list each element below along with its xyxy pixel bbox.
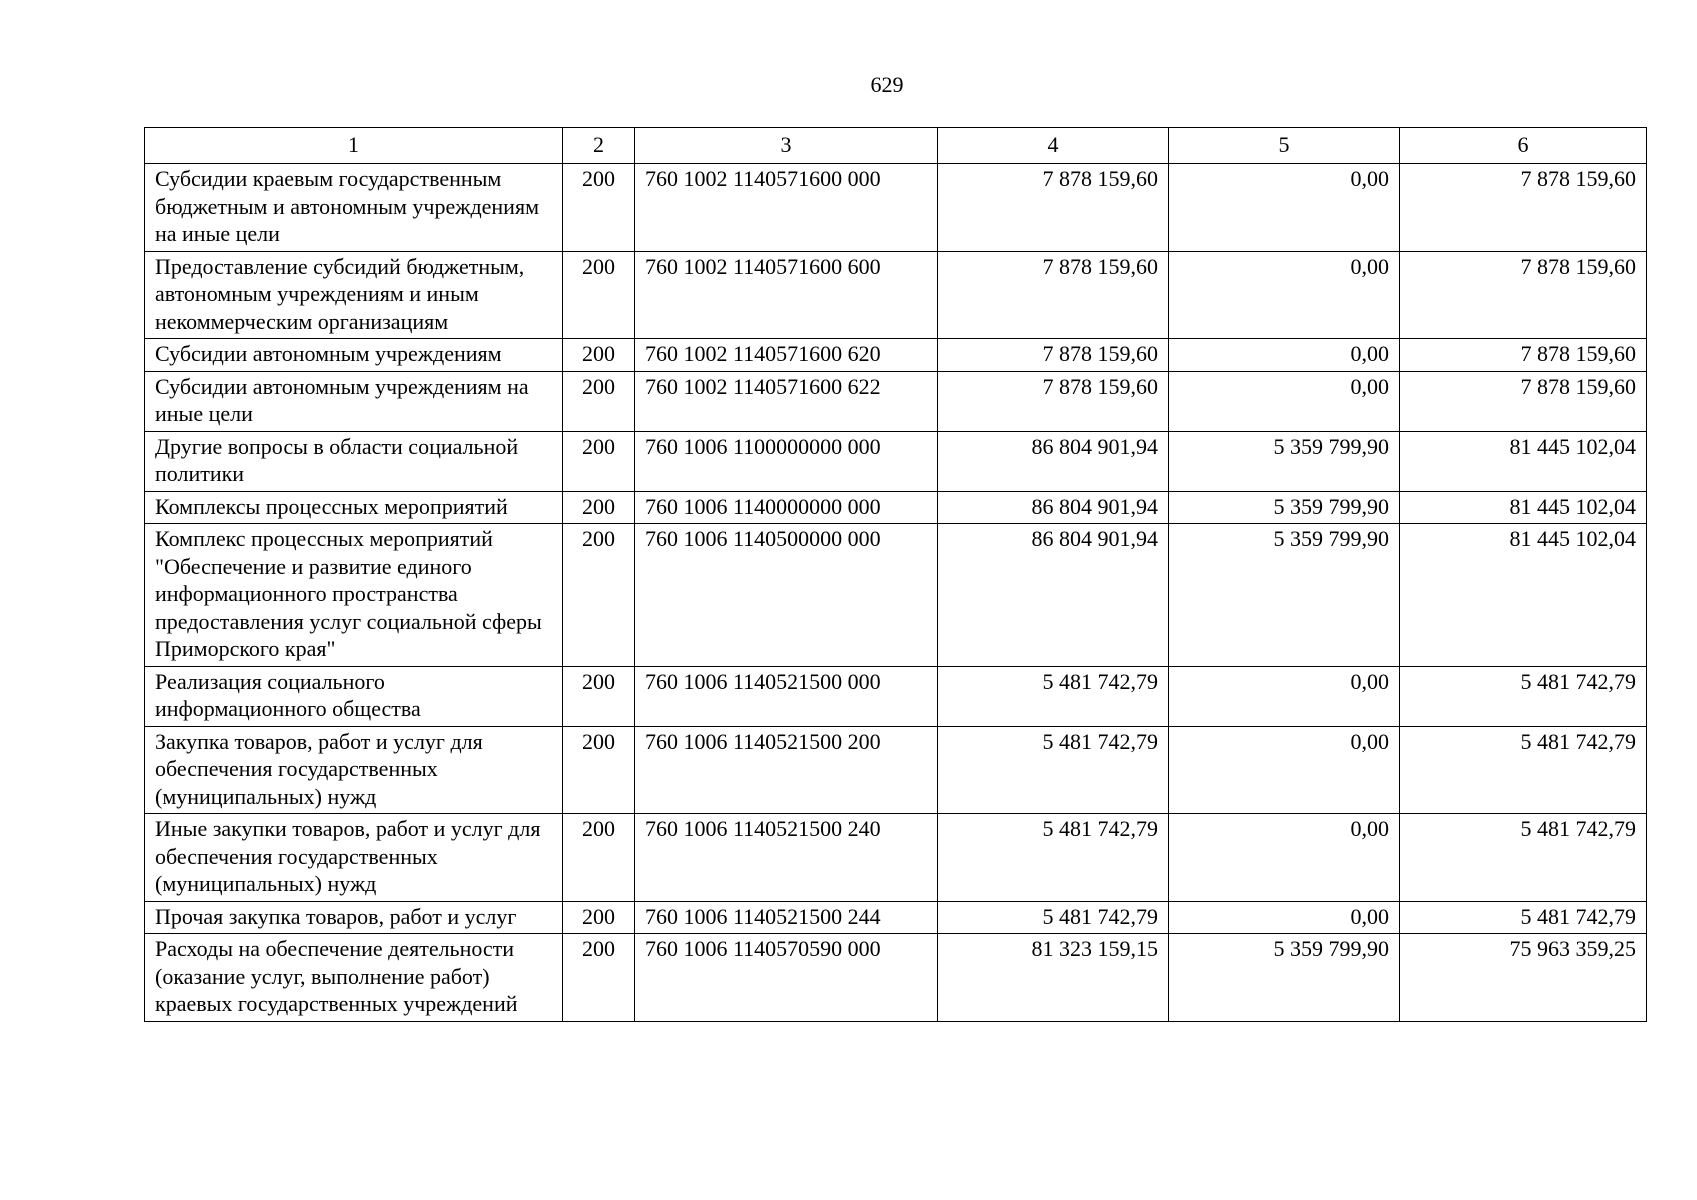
table-row <box>145 666 1647 726</box>
column-header-5: 5 <box>1169 128 1400 164</box>
row-form-cell: 200 <box>563 934 635 1022</box>
row-col4-cell: 5 481 742,79 <box>938 901 1169 934</box>
row-form-cell: 200 <box>563 164 635 252</box>
table-header-row <box>145 128 1647 164</box>
row-form-cell: 200 <box>563 726 635 814</box>
table-row <box>145 524 1647 667</box>
row-col5-cell: 0,00 <box>1169 666 1400 726</box>
row-code-cell: 760 1006 1140570590 000 <box>635 934 938 1022</box>
row-name-cell: Реализация социального информационного общества <box>145 666 563 726</box>
row-form-cell: 200 <box>563 371 635 431</box>
row-name-cell: Субсидии краевым государственным бюджетным и автономным учреждениям на иные цели <box>145 164 563 252</box>
table-row <box>145 371 1647 431</box>
row-name-cell: Прочая закупка товаров, работ и услуг <box>145 901 563 934</box>
row-col5-cell: 0,00 <box>1169 251 1400 339</box>
row-col6-cell: 7 878 159,60 <box>1400 371 1647 431</box>
row-name-cell: Комплексы процессных мероприятий <box>145 491 563 524</box>
row-col4-cell: 7 878 159,60 <box>938 251 1169 339</box>
row-col4-cell: 86 804 901,94 <box>938 491 1169 524</box>
table-row <box>145 726 1647 814</box>
row-col6-cell: 81 445 102,04 <box>1400 524 1647 667</box>
row-name-cell: Другие вопросы в области социальной политики <box>145 431 563 491</box>
row-code-cell: 760 1006 1140521500 244 <box>635 901 938 934</box>
table-row <box>145 251 1647 339</box>
row-name-cell: Предоставление субсидий бюджетным, автономным учреждениям и иным некоммерческим организациям <box>145 251 563 339</box>
row-code-cell: 760 1002 1140571600 622 <box>635 371 938 431</box>
row-form-cell: 200 <box>563 524 635 667</box>
row-col6-cell: 5 481 742,79 <box>1400 901 1647 934</box>
table-row <box>145 431 1647 491</box>
row-col6-cell: 7 878 159,60 <box>1400 164 1647 252</box>
budget-table <box>144 127 1647 1022</box>
table-row <box>145 339 1647 372</box>
row-name-cell: Расходы на обеспечение деятельности (оказание услуг, выполнение работ) краевых государственных учреждений <box>145 934 563 1022</box>
row-col5-cell: 5 359 799,90 <box>1169 491 1400 524</box>
row-form-cell: 200 <box>563 901 635 934</box>
row-form-cell: 200 <box>563 666 635 726</box>
row-code-cell: 760 1002 1140571600 620 <box>635 339 938 372</box>
row-col4-cell: 5 481 742,79 <box>938 726 1169 814</box>
row-col4-cell: 5 481 742,79 <box>938 666 1169 726</box>
row-form-cell: 200 <box>563 251 635 339</box>
table-row <box>145 934 1647 1022</box>
row-col5-cell: 0,00 <box>1169 339 1400 372</box>
row-col6-cell: 7 878 159,60 <box>1400 251 1647 339</box>
row-col6-cell: 5 481 742,79 <box>1400 666 1647 726</box>
row-col6-cell: 5 481 742,79 <box>1400 814 1647 902</box>
row-name-cell: Закупка товаров, работ и услуг для обеспечения государственных (муниципальных) нужд <box>145 726 563 814</box>
table-row <box>145 814 1647 902</box>
row-col4-cell: 7 878 159,60 <box>938 164 1169 252</box>
row-col6-cell: 81 445 102,04 <box>1400 491 1647 524</box>
column-header-2: 2 <box>563 128 635 164</box>
row-col5-cell: 0,00 <box>1169 726 1400 814</box>
row-form-cell: 200 <box>563 814 635 902</box>
row-name-cell: Комплекс процессных мероприятий "Обеспечение и развитие единого информационного пространства предоставления услуг социальной сферы Приморского края" <box>145 524 563 667</box>
table-row <box>145 491 1647 524</box>
row-name-cell: Субсидии автономным учреждениям на иные цели <box>145 371 563 431</box>
row-code-cell: 760 1006 1140521500 240 <box>635 814 938 902</box>
row-col4-cell: 5 481 742,79 <box>938 814 1169 902</box>
row-col6-cell: 81 445 102,04 <box>1400 431 1647 491</box>
column-header-3: 3 <box>635 128 938 164</box>
row-form-cell: 200 <box>563 431 635 491</box>
column-header-6: 6 <box>1400 128 1647 164</box>
row-col4-cell: 7 878 159,60 <box>938 371 1169 431</box>
row-col5-cell: 0,00 <box>1169 814 1400 902</box>
row-col5-cell: 0,00 <box>1169 371 1400 431</box>
row-col6-cell: 5 481 742,79 <box>1400 726 1647 814</box>
table-row <box>145 164 1647 252</box>
row-form-cell: 200 <box>563 339 635 372</box>
row-form-cell: 200 <box>563 491 635 524</box>
row-name-cell: Иные закупки товаров, работ и услуг для обеспечения государственных (муниципальных) нужд <box>145 814 563 902</box>
column-header-4: 4 <box>938 128 1169 164</box>
page-number: 629 <box>870 72 904 97</box>
row-col5-cell: 5 359 799,90 <box>1169 934 1400 1022</box>
row-code-cell: 760 1006 1100000000 000 <box>635 431 938 491</box>
column-header-1: 1 <box>145 128 563 164</box>
row-code-cell: 760 1006 1140521500 200 <box>635 726 938 814</box>
row-code-cell: 760 1006 1140500000 000 <box>635 524 938 667</box>
row-col5-cell: 5 359 799,90 <box>1169 524 1400 667</box>
row-col4-cell: 86 804 901,94 <box>938 524 1169 667</box>
row-code-cell: 760 1006 1140000000 000 <box>635 491 938 524</box>
row-col4-cell: 86 804 901,94 <box>938 431 1169 491</box>
row-col5-cell: 5 359 799,90 <box>1169 431 1400 491</box>
row-code-cell: 760 1006 1140521500 000 <box>635 666 938 726</box>
row-col6-cell: 75 963 359,25 <box>1400 934 1647 1022</box>
row-code-cell: 760 1002 1140571600 000 <box>635 164 938 252</box>
row-col6-cell: 7 878 159,60 <box>1400 339 1647 372</box>
row-col4-cell: 7 878 159,60 <box>938 339 1169 372</box>
row-col5-cell: 0,00 <box>1169 901 1400 934</box>
row-code-cell: 760 1002 1140571600 600 <box>635 251 938 339</box>
row-col4-cell: 81 323 159,15 <box>938 934 1169 1022</box>
table-row <box>145 901 1647 934</box>
row-name-cell: Субсидии автономным учреждениям <box>145 339 563 372</box>
row-col5-cell: 0,00 <box>1169 164 1400 252</box>
